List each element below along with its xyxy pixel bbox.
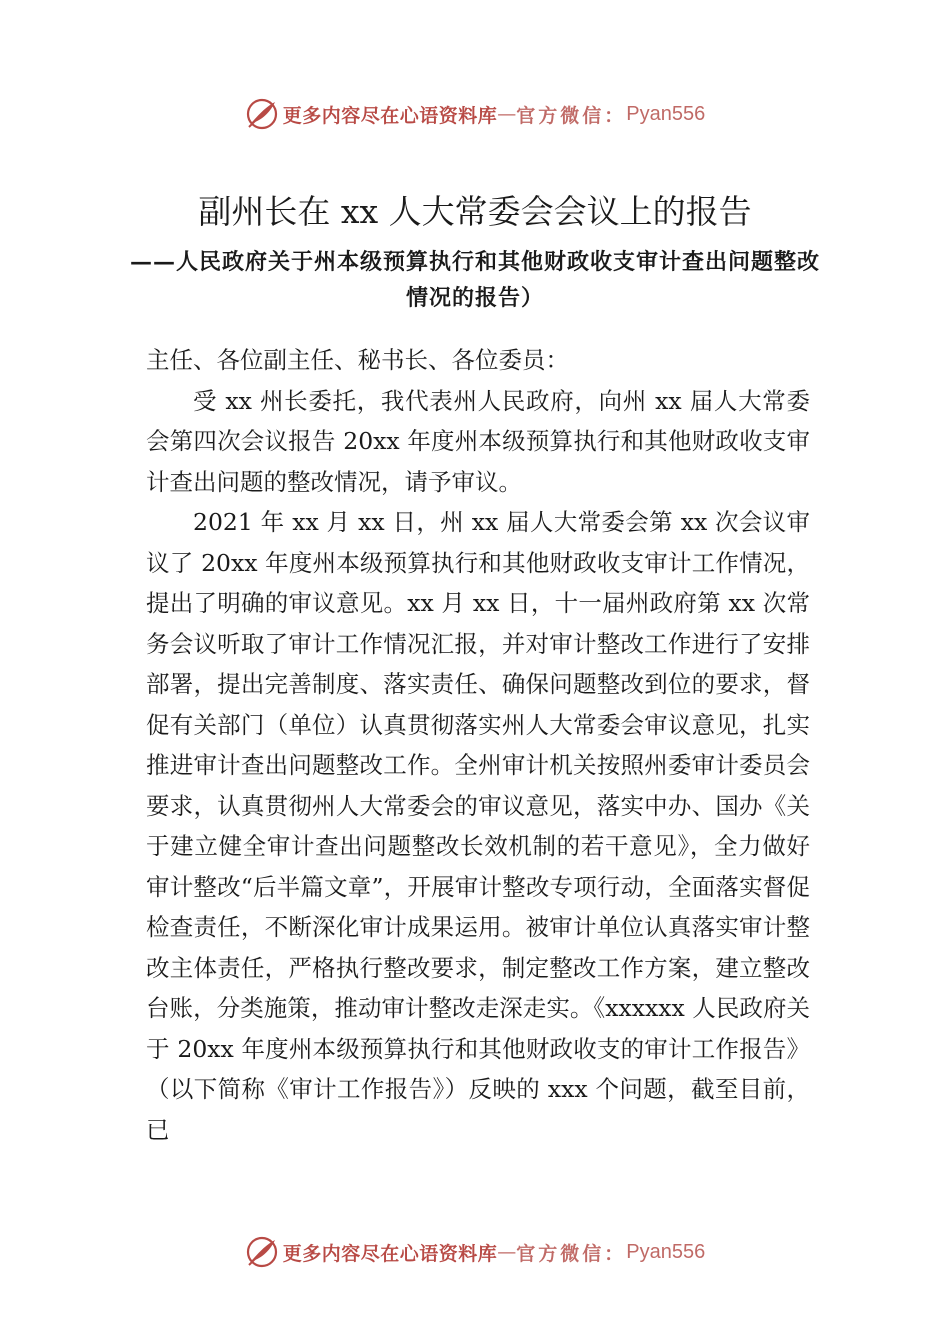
document-title: 副州长在 xx 人大常委会会议上的报告 [198,192,752,231]
footer-banner [0,1232,950,1272]
quill-pen-logo-icon [245,1235,279,1269]
paragraph: 受 xx 州长委托，我代表州人民政府，向州 xx 届人大常委会第四次会议报告 20xx 年度州本级预算执行和其他财政收支审计查出问题的整改情况，请予审议。 [146,386,810,496]
banner-wechat-id: Pyan556 [626,1240,706,1263]
document-subtitle: ——人民政府关于州本级预算执行和其他财政收支审计查出问题整改情况的报告） [129,249,820,311]
banner-wechat-label: 官方微信： [516,104,627,127]
banner-wechat-id: Pyan556 [626,102,706,125]
header-banner [0,94,950,134]
banner-wechat-label: 官方微信： [516,1242,627,1265]
banner-dash: — [497,103,517,125]
quill-pen-logo-icon [245,97,279,131]
paragraph: 2021 年 xx 月 xx 日，州 xx 届人大常委会第 xx 次会议审议了 20xx 年度州本级预算执行和其他财政收支审计工作情况，提出了明确的审议意见。xx 月 xx 日，十一届州政府第 xx 次常务会议听取了审计工作情况汇报，并对审计整改工作进行了安排部署，提出完善制度、落实责任、确保问题整改到位的要求，督促有关部门（单位）认真贯彻落实州人大常委会审议意见，扎实推进审计查出问题整改工作。全州审计机关按照州委审计委员会要求，认真贯彻州人大常委会的审议意见，落实中办、国办《关于建立健全审计查出问题整改长效机制的若干意见》，全力做好审计整改“后半篇文章”，开展审计整改专项行动，全面落实督促检查责任，不断深化审计成果运用。被审计单位认真落实审计整改主体责任，严格执行整改要求，制定整改工作方案，建立整改台账，分类施策，推动审计整改走深走实。《xxxxxx 人民政府关于 20xx 年度州本级预算执行和其他财政收支的审计工作报告》（以下简称《审计工作报告》）反映的 xxx 个问题，截至目前，已 [146,508,810,1144]
banner-title: 更多内容尽在心语资料库 [282,1242,498,1265]
banner-title: 更多内容尽在心语资料库 [282,104,498,127]
salutation: 主任、各位副主任、秘书长、各位委员： [146,346,569,374]
document-body [146,340,810,1150]
banner-dash: — [497,1241,517,1263]
